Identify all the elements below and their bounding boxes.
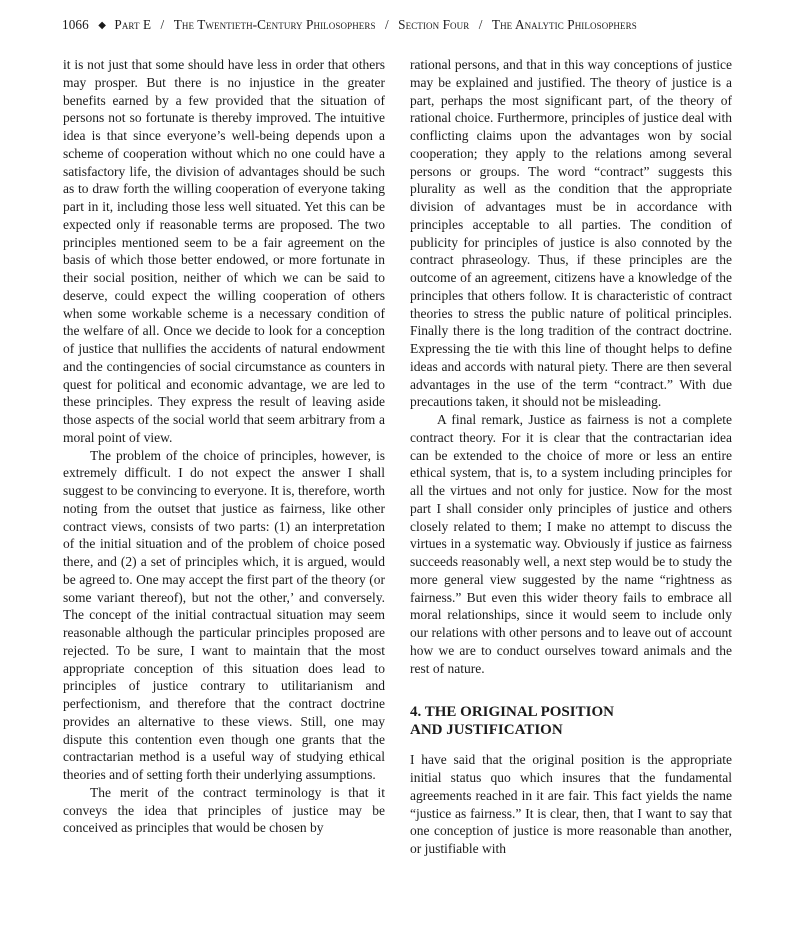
running-head-section: Section Four (398, 17, 470, 32)
section-heading-line: AND JUSTIFICATION (410, 722, 563, 739)
running-head-separator: / (385, 17, 389, 32)
section-heading (410, 703, 732, 739)
running-head-part: Part E (114, 17, 152, 32)
body-paragraph: rational persons, and that in this way conceptions of justice may be explained and justified. The theory of justice is a part, perhaps the most significant part, of the theory of rational choice. Furthermore, principles of justice deal with conflicting claims upon the advantages won by social cooperation; they apply to the relations among several persons or groups. The word “contract” suggests this plurality as well as the condition that the appropriate division of advantages must be in accordance with principles acceptable to all parties. The condition of publicity for principles of justice is also connoted by the contract phraseology. Thus, if these principles are the outcome of an agreement, citizens have a knowledge of the principles that others follow. It is characteristic of contract theories to stress the public nature of political principles. Finally there is the long tradition of the contract doctrine. Expressing the tie with this line of thought helps to define ideas and accords with natural piety. There are then several advantages in the use of the term “contract.” With due precautions taken, it should not be misleading. (410, 57, 732, 410)
right-column (410, 56, 732, 858)
section-heading-line: 4. THE ORIGINAL POSITION (410, 704, 614, 721)
running-head (62, 17, 742, 33)
body-paragraph: A final remark, Justice as fairness is not a complete contract theory. For it is clear that the contractarian idea can be extended to the choice of more or less an entire ethical system, that is, to a system including principles for all the virtues and not only for justice. Now for the most part I shall consider only principles of justice and others closely related to them; I make no attempt to discuss the virtues in a systematic way. Obviously if justice as fairness succeeds reasonably well, a next step would be to study the more general view suggested by the name “rightness as fairness.” But even this wider theory fails to embrace all moral relationships, since it would seem to include only our relations with other persons and to leave out of account how we are to conduct ourselves toward animals and the rest of nature. (410, 412, 732, 676)
running-head-separator: / (160, 17, 165, 32)
body-paragraph: I have said that the original position is the appropriate initial status quo which insures that the fundamental agreements reached in it are fair. This fact yields the name “justice as fairness.” It is clear, then, that I want to say that one conception of justice is more reasonable than another, or justifiable with (410, 752, 732, 856)
body-paragraph: it is not just that some should have less in order that others may prosper. But there is no injustice in the greater benefits earned by a few provided that the situation of persons not so fortunate is thereby improved. The intuitive idea is that since everyone’s well-being depends upon a scheme of cooperation without which no one could have a satisfactory life, the division of advantages should be such as to draw forth the willing cooperation of everyone taking part in it, including those less well situated. Yet this can be expected only if reasonable terms are proposed. The two principles mentioned seem to be a fair agreement on the basis of which those better endowed, or more fortunate in their social position, neither of which we can be said to deserve, could expect the willing cooperation of others when some workable scheme is a necessary condition of the welfare of all. Once we decide to look for a conception of justice that nullifies the accidents of natural endowment and the contingencies of social circumstance as counters in quest for political and economic advantage, we are led to these principles. They express the result of leaving aside those aspects of the social world that seem arbitrary from a moral point of view. (63, 57, 385, 445)
left-column (63, 56, 385, 837)
running-head-separator: / (478, 17, 483, 32)
body-paragraph: The merit of the contract terminology is that it conveys the idea that principles of justice may be conceived as principles that would be chosen by (63, 784, 385, 836)
running-head-book-section: The Twentieth-Century Philosophers (173, 17, 376, 32)
body-paragraph: The problem of the choice of principles, however, is extremely difficult. I do not expect the answer I shall suggest to be convincing to everyone. It is, therefore, worth noting from the outset that justice as fairness, like other contract views, consists of two parts: (1) an interpretation of the initial situation and of the problem of choice posed there, and (2) a set of principles which, it is argued, would be agreed to. One may accept the first part of the theory (or some variant thereof), but not the other,’ and conversely. The concept of the initial contractual situation may seem reasonable although the particular principles proposed are rejected. To be sure, I want to maintain that the most appropriate conception of this situation does lead to principles of justice contrary to utilitarianism and perfectionism, and therefore that the contract doctrine provides an alternative to these views. Still, one may dispute this contention even though one grants that the contractarian method is a useful way of studying ethical theories and of setting forth their underlying assumptions. (63, 447, 385, 782)
page-number: 1066 (62, 17, 89, 32)
diamond-ornament-icon: ◆ (98, 20, 106, 31)
running-head-subsection: The Analytic Philosophers (491, 17, 637, 32)
